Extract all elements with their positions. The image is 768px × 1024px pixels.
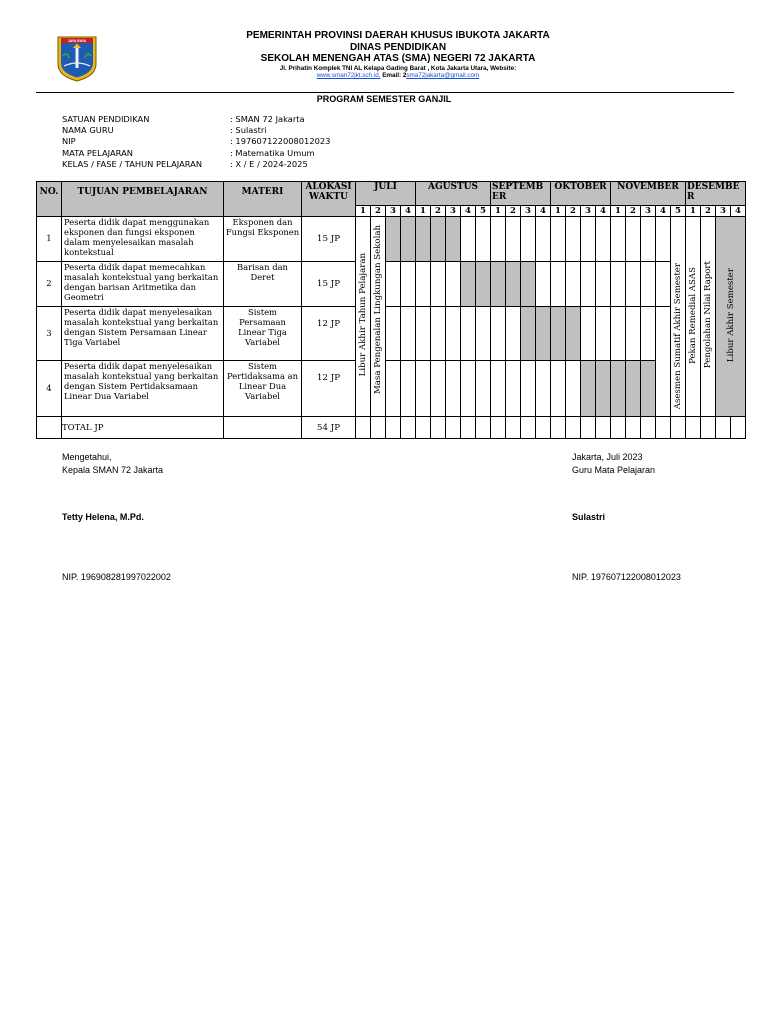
row-number: 1: [37, 217, 62, 262]
signature-left-name-block: [62, 511, 144, 524]
week-cell: 4: [536, 206, 551, 217]
week-cell: 4: [401, 206, 416, 217]
row-materi: Eksponen dan Fungsi Eksponen: [224, 217, 302, 262]
identity-value: : Sulastri: [230, 125, 267, 136]
schedule-cell: [641, 307, 656, 361]
header-line-2: DINAS PENDIDIKAN: [349, 41, 447, 53]
schedule-cell: [446, 361, 461, 417]
signature-left-nip: NIP. 196908281997022002: [62, 572, 171, 582]
note-mpls: [371, 217, 386, 417]
signature-left-nip-block: [62, 571, 171, 584]
row-tujuan: Peserta didik dapat menyelesaikan masalah kontekstual yang berkaitan dengan Sistem Persamaan Linear Tiga Variabel: [62, 307, 224, 361]
schedule-cell: [611, 217, 626, 262]
week-cell: 1: [356, 206, 371, 217]
schedule-cell: [581, 307, 596, 361]
identity-value: : Matematika Umum: [230, 147, 315, 158]
signature-right-nip: NIP. 197607122008012023: [572, 572, 681, 582]
signature-right-name-block: [572, 511, 605, 524]
email-label: Email: 2: [382, 72, 407, 79]
schedule-cell: [656, 262, 671, 307]
schedule-cell: [491, 217, 506, 262]
schedule-cell: [566, 361, 581, 417]
note-asas: [671, 217, 686, 417]
schedule-cell: [491, 361, 506, 417]
schedule-cell: [416, 361, 431, 417]
schedule-cell: [521, 217, 536, 262]
total-value: 54 JP: [302, 417, 356, 439]
semester-schedule-table: [36, 181, 746, 439]
row-alokasi: 12 JP: [302, 361, 356, 417]
header-contacts: [150, 72, 646, 80]
schedule-cell: [536, 361, 551, 417]
week-cell: 3: [446, 206, 461, 217]
week-cell: 2: [566, 206, 581, 217]
row-tujuan: Peserta didik dapat memecahkan masalah kontekstual yang berkaitan dengan barisan Aritmetika dan Geometri: [62, 262, 224, 307]
note-text: Masa Pengenalan Lingkungan Sekolah: [373, 224, 383, 394]
week-cell: 1: [491, 206, 506, 217]
schedule-cell-filled: [476, 262, 491, 307]
total-empty-cell: [37, 417, 62, 439]
row-number: 3: [37, 307, 62, 361]
header-tujuan: TUJUAN PEMBELAJARAN: [62, 182, 224, 217]
week-cell: 3: [386, 206, 401, 217]
note-libur-semester: [716, 217, 746, 417]
schedule-cell: [416, 307, 431, 361]
schedule-cell-filled: [596, 361, 611, 417]
row-alokasi: 15 JP: [302, 217, 356, 262]
identity-row: [62, 159, 330, 170]
week-cell: 4: [461, 206, 476, 217]
week-cell: 1: [611, 206, 626, 217]
header-no: NO.: [37, 182, 62, 217]
header-month-juli: JULI: [356, 182, 416, 206]
week-cell: 3: [581, 206, 596, 217]
schedule-cell-filled: [626, 361, 641, 417]
schedule-cell: [551, 361, 566, 417]
identity-row: [62, 125, 330, 136]
week-cell: 2: [506, 206, 521, 217]
schedule-cell: [401, 361, 416, 417]
schedule-cell: [611, 262, 626, 307]
identity-row: [62, 114, 330, 125]
table-row: [37, 361, 746, 417]
schedule-cell: [596, 217, 611, 262]
row-alokasi: 15 JP: [302, 262, 356, 307]
week-cell: 2: [371, 206, 386, 217]
header-divider: [36, 92, 734, 93]
total-label: TOTAL JP: [62, 417, 224, 439]
row-materi: Barisan dan Deret: [224, 262, 302, 307]
note-text: Libur Akhir Tahun Pelajaran: [358, 253, 368, 377]
week-cell: 1: [686, 206, 701, 217]
identity-label: NIP: [62, 136, 76, 147]
document-title: PROGRAM SEMESTER GANJIL: [316, 94, 452, 104]
week-cell: 2: [626, 206, 641, 217]
header-line-3: SEKOLAH MENENGAH ATAS (SMA) NEGERI 72 JAKARTA: [260, 53, 536, 64]
identity-row: [62, 148, 330, 159]
row-tujuan: Peserta didik dapat menggunakan eksponen dan fungsi eksponen dalam menyelesaikan masalah kontekstual: [62, 217, 224, 262]
schedule-cell: [656, 217, 671, 262]
website-link[interactable]: www.sman72jkt.sch.id,: [316, 72, 381, 79]
schedule-cell-filled: [446, 217, 461, 262]
schedule-cell: [566, 217, 581, 262]
header-line-1: PEMERINTAH PROVINSI DAERAH KHUSUS IBUKOTA JAKARTA: [246, 30, 550, 41]
week-cell: 1: [551, 206, 566, 217]
header-month-agustus: AGUSTUS: [416, 182, 491, 206]
signature-left-name: Tetty Helena, M.Pd.: [62, 512, 144, 522]
schedule-cell: [566, 262, 581, 307]
schedule-cell: [476, 217, 491, 262]
note-text: Asesmen Sumatif Akhir Semester: [673, 262, 683, 409]
week-cell: 3: [521, 206, 536, 217]
row-number: 2: [37, 262, 62, 307]
schedule-cell: [491, 307, 506, 361]
identity-label: NAMA GURU: [62, 125, 114, 136]
header-address: Jl. Prihatin Komplek TNI AL Kelapa Gading Barat , Kota Jakarta Utara, Website:: [279, 64, 517, 72]
week-cell: 2: [431, 206, 446, 217]
schedule-cell: [626, 307, 641, 361]
dki-jakarta-emblem: [56, 34, 98, 82]
schedule-cell: [446, 262, 461, 307]
schedule-cell-filled: [521, 307, 536, 361]
schedule-cell: [626, 217, 641, 262]
schedule-cell: [551, 262, 566, 307]
row-alokasi: 12 JP: [302, 307, 356, 361]
signature-right-line1: Jakarta, Juli 2023: [572, 452, 643, 462]
signature-left: [62, 451, 163, 477]
schedule-cell: [581, 217, 596, 262]
schedule-cell: [461, 307, 476, 361]
note-text: Libur Akhir Semester: [725, 267, 736, 363]
week-cell: 2: [701, 206, 716, 217]
week-cell: 4: [656, 206, 671, 217]
identity-label: SATUAN PENDIDIKAN: [62, 114, 150, 124]
schedule-cell-filled: [461, 262, 476, 307]
total-row: [37, 417, 746, 439]
schedule-cell: [401, 262, 416, 307]
header-materi: MATERI: [224, 182, 302, 217]
logo-text: JAYA RAYA: [67, 39, 87, 43]
schedule-cell: [431, 262, 446, 307]
schedule-cell: [596, 262, 611, 307]
schedule-cell-filled: [491, 262, 506, 307]
schedule-cell-filled: [431, 217, 446, 262]
week-cell: 5: [476, 206, 491, 217]
note-text: Pekan Remedial ASAS: [688, 266, 698, 364]
schedule-cell-filled: [566, 307, 581, 361]
schedule-cell: [401, 307, 416, 361]
schedule-cell: [641, 217, 656, 262]
table-row: [37, 217, 746, 262]
letterhead: [150, 30, 646, 80]
identity-label: MATA PELAJARAN: [62, 147, 133, 158]
identity-value: : SMAN 72 Jakarta: [230, 114, 305, 124]
schedule-cell: [431, 361, 446, 417]
identity-row: [62, 136, 330, 147]
note-remedial: [686, 217, 701, 417]
row-number: 4: [37, 361, 62, 417]
schedule-cell: [641, 262, 656, 307]
schedule-cell-filled: [416, 217, 431, 262]
note-text: Pengolahan Nilai Raport: [703, 261, 713, 369]
week-cell: 3: [641, 206, 656, 217]
week-cell: 3: [716, 206, 731, 217]
schedule-cell-filled: [506, 262, 521, 307]
schedule-cell: [431, 307, 446, 361]
schedule-cell: [386, 307, 401, 361]
schedule-cell: [386, 361, 401, 417]
schedule-cell: [626, 262, 641, 307]
row-materi: Sistem Pertidaksama an Linear Dua Variabel: [224, 361, 302, 417]
note-raport: [701, 217, 716, 417]
week-cell: 4: [731, 206, 746, 217]
header-month-november: NOVEMBER: [611, 182, 686, 206]
signature-right-line2: Guru Mata Pelajaran: [572, 465, 656, 475]
schedule-cell: [506, 307, 521, 361]
schedule-cell: [476, 361, 491, 417]
row-materi: Sistem Persamaan Linear Tiga Variabel: [224, 307, 302, 361]
schedule-cell: [611, 307, 626, 361]
signature-left-line1: Mengetahui,: [62, 452, 112, 462]
table-row: [37, 262, 746, 307]
schedule-cell: [506, 217, 521, 262]
schedule-cell: [506, 361, 521, 417]
schedule-cell: [536, 262, 551, 307]
schedule-cell: [476, 307, 491, 361]
week-cell: 1: [416, 206, 431, 217]
week-cell: 4: [596, 206, 611, 217]
identity-label: KELAS / FASE / TAHUN PELAJARAN: [62, 158, 203, 169]
schedule-cell: [386, 262, 401, 307]
signature-right-name: Sulastri: [572, 512, 606, 522]
header-month-september: SEPTEMBER: [491, 182, 551, 206]
identity-value: : 197607122008012023: [230, 136, 331, 147]
schedule-cell-filled: [611, 361, 626, 417]
schedule-cell: [596, 307, 611, 361]
table-row: [37, 307, 746, 361]
identity-value: : X / E / 2024-2025: [230, 158, 308, 169]
schedule-cell: [446, 307, 461, 361]
schedule-cell-filled: [641, 361, 656, 417]
schedule-cell: [461, 217, 476, 262]
header-month-desember: DESEMBER: [686, 182, 746, 206]
schedule-cell-filled: [536, 307, 551, 361]
note-libur-tahun-pelajaran: [356, 217, 371, 417]
schedule-cell-filled: [581, 361, 596, 417]
week-cell: 5: [671, 206, 686, 217]
schedule-cell: [551, 217, 566, 262]
schedule-cell: [581, 262, 596, 307]
signature-right-nip-block: [572, 571, 681, 584]
header-alokasi: ALOKASI WAKTU: [302, 182, 356, 217]
identity-block: [62, 114, 330, 170]
total-empty-cell: [224, 417, 302, 439]
schedule-cell-filled: [401, 217, 416, 262]
header-month-oktober: OKTOBER: [551, 182, 611, 206]
schedule-cell-filled: [551, 307, 566, 361]
schedule-cell-filled: [521, 262, 536, 307]
signature-left-line2: Kepala SMAN 72 Jakarta: [62, 465, 164, 475]
row-tujuan: Peserta didik dapat menyelesaikan masalah kontekstual yang berkaitan dengan Sistem Pertidaksamaan Linear Dua Variabel: [62, 361, 224, 417]
schedule-cell: [416, 262, 431, 307]
signature-right: [572, 451, 655, 477]
schedule-cell: [461, 361, 476, 417]
email-link[interactable]: sma72jakarta@gmail.com: [406, 72, 480, 79]
schedule-cell-filled: [386, 217, 401, 262]
schedule-cell: [521, 361, 536, 417]
schedule-cell: [536, 217, 551, 262]
